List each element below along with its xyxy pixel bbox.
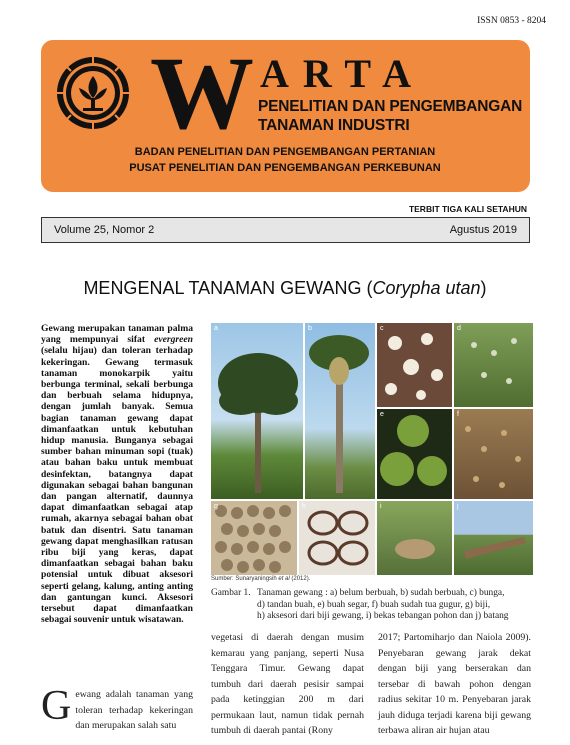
caption-line3: h) aksesori dari biji gewang, i) bekas tebangan pohon dan j) batang <box>257 611 509 621</box>
body-column-middle: vegetasi di daerah dengan musim kemarau yang panjang, seperti Nusa Tenggara Timur. Gewang dapat tumbuh dari daerah pesisir sampai pada ketinggian 200 m dari permukaan laut, namun tidak pernah tumbuh di daerah pantai (Rony <box>211 632 364 736</box>
source-prefix: Sumber: Sunaryaningsih <box>211 576 279 582</box>
issue-date: Agustus 2019 <box>449 224 517 236</box>
caption-line1: Tanaman gewang : a) belum berbuah, b) sudah berbuah, c) bunga, <box>257 588 505 598</box>
title-close: ) <box>480 278 487 298</box>
figure-photo-grid <box>211 323 533 575</box>
figure-caption <box>211 588 533 623</box>
abstract-text-2: (selalu hijau) dan toleran terhadap kekeringan. Gewang termasuk tanaman monokarpik yaitu berbunga terminal, sekali berbunga dan berbuah selama hidupnya, dengan jumlah banyak. Semua bagian tanaman gewang dapat dimanfaatkan untuk kebutuhan hidup manusia. Bunganya sebagai sumber bahan minuman sopi (tuak) atau bahan baku untuk membuat desinfektan, batangnya dapat digunakan sebagai bahan bangunan dan pangan alternatif, daunnya dapat dimanfaatkan sebagai atap rumah, akarnya sebagai bahan obat batuk dan disentri. Satu tanaman gewang dapat menghasilkan ratusan ribu biji yang keras, dapat dimanfaatkan sebagai bahan baku potensial untuk dibuat aksesori seperti gelang, kalung, anting anting dan gantungan kunci. Aksesori tersebut dapat dimanfaatkan sebagai souvenir untuk wisatawan. <box>41 345 193 626</box>
title-main: MENGENAL TANAMAN GEWANG ( <box>83 278 373 298</box>
photo-i <box>377 501 452 575</box>
caption-head: Gambar 1. <box>211 588 251 598</box>
photo-label-d: d <box>457 325 461 332</box>
photo-d <box>454 323 533 407</box>
masthead-subtitle-line2: TANAMAN INDUSTRI <box>258 117 410 135</box>
photo-label-g: g <box>214 503 218 510</box>
photo-label-i: i <box>380 503 382 510</box>
photo-e <box>377 409 452 499</box>
masthead-initial: W <box>150 36 251 151</box>
photo-c <box>377 323 452 407</box>
photo-f <box>454 409 533 499</box>
photo-g <box>211 501 297 575</box>
body-column-right: 2017; Partomiharjo dan Naiola 2009). Penyebaran gewang jarak dekat dengan biji yang berserakan dan tersebar di bawah pohon dengan radius sekitar 10 m. Penyebaran jarak jauh diduga terjadi karena biji gewang terbawa aliran air hujan atau <box>378 632 531 736</box>
agency-line1: BADAN PENELITIAN DAN PENGEMBANGAN PERTANIAN <box>134 146 436 158</box>
volume-number: Volume 25, Nomor 2 <box>54 224 155 236</box>
photo-label-f: f <box>457 411 459 418</box>
abstract <box>41 323 193 625</box>
source-suffix: (2012). <box>289 576 311 582</box>
photo-label-b: b <box>308 325 312 332</box>
photo-label-h: h <box>302 503 306 510</box>
masthead-subtitle <box>258 97 522 136</box>
photo-label-a: a <box>214 325 218 332</box>
photo-label-e: e <box>380 411 384 418</box>
photo-j <box>454 501 533 575</box>
institution-logo-icon <box>54 54 132 132</box>
source-italic: et al <box>278 576 290 582</box>
masthead-subtitle-line1: PENELITIAN DAN PENGEMBANGAN <box>258 98 523 115</box>
abstract-italic: evergreen <box>154 334 193 346</box>
body-left-text: ewang adalah tanaman yang toleran terhadap kekeringan dan merupakan salah satu <box>75 689 193 731</box>
figure-source <box>211 576 310 582</box>
photo-h <box>299 501 375 575</box>
photo-a <box>211 323 303 499</box>
masthead-title: ARTA <box>260 51 425 96</box>
agency-line2: PUSAT PENELITIAN DAN PENGEMBANGAN PERKEBUNAN <box>129 161 441 174</box>
photo-label-c: c <box>380 325 384 332</box>
publication-frequency: TERBIT TIGA KALI SETAHUN <box>408 204 527 214</box>
photo-label-j: j <box>457 503 459 510</box>
title-species: Corypha utan <box>372 278 481 298</box>
photo-b <box>305 323 375 499</box>
article-title <box>0 278 570 299</box>
abstract-text-1: Gewang merupakan tanaman palma yang mempunyai sifat <box>41 323 193 346</box>
body-column-left <box>41 683 193 734</box>
masthead-agency <box>0 145 570 177</box>
caption-line2: d) tandan buah, e) buah segar, f) buah sudah tua gugur, g) biji, <box>257 599 491 610</box>
dropcap: G <box>41 683 72 729</box>
issn-number: ISSN 0853 - 8204 <box>477 16 546 26</box>
volume-bar <box>41 217 530 243</box>
